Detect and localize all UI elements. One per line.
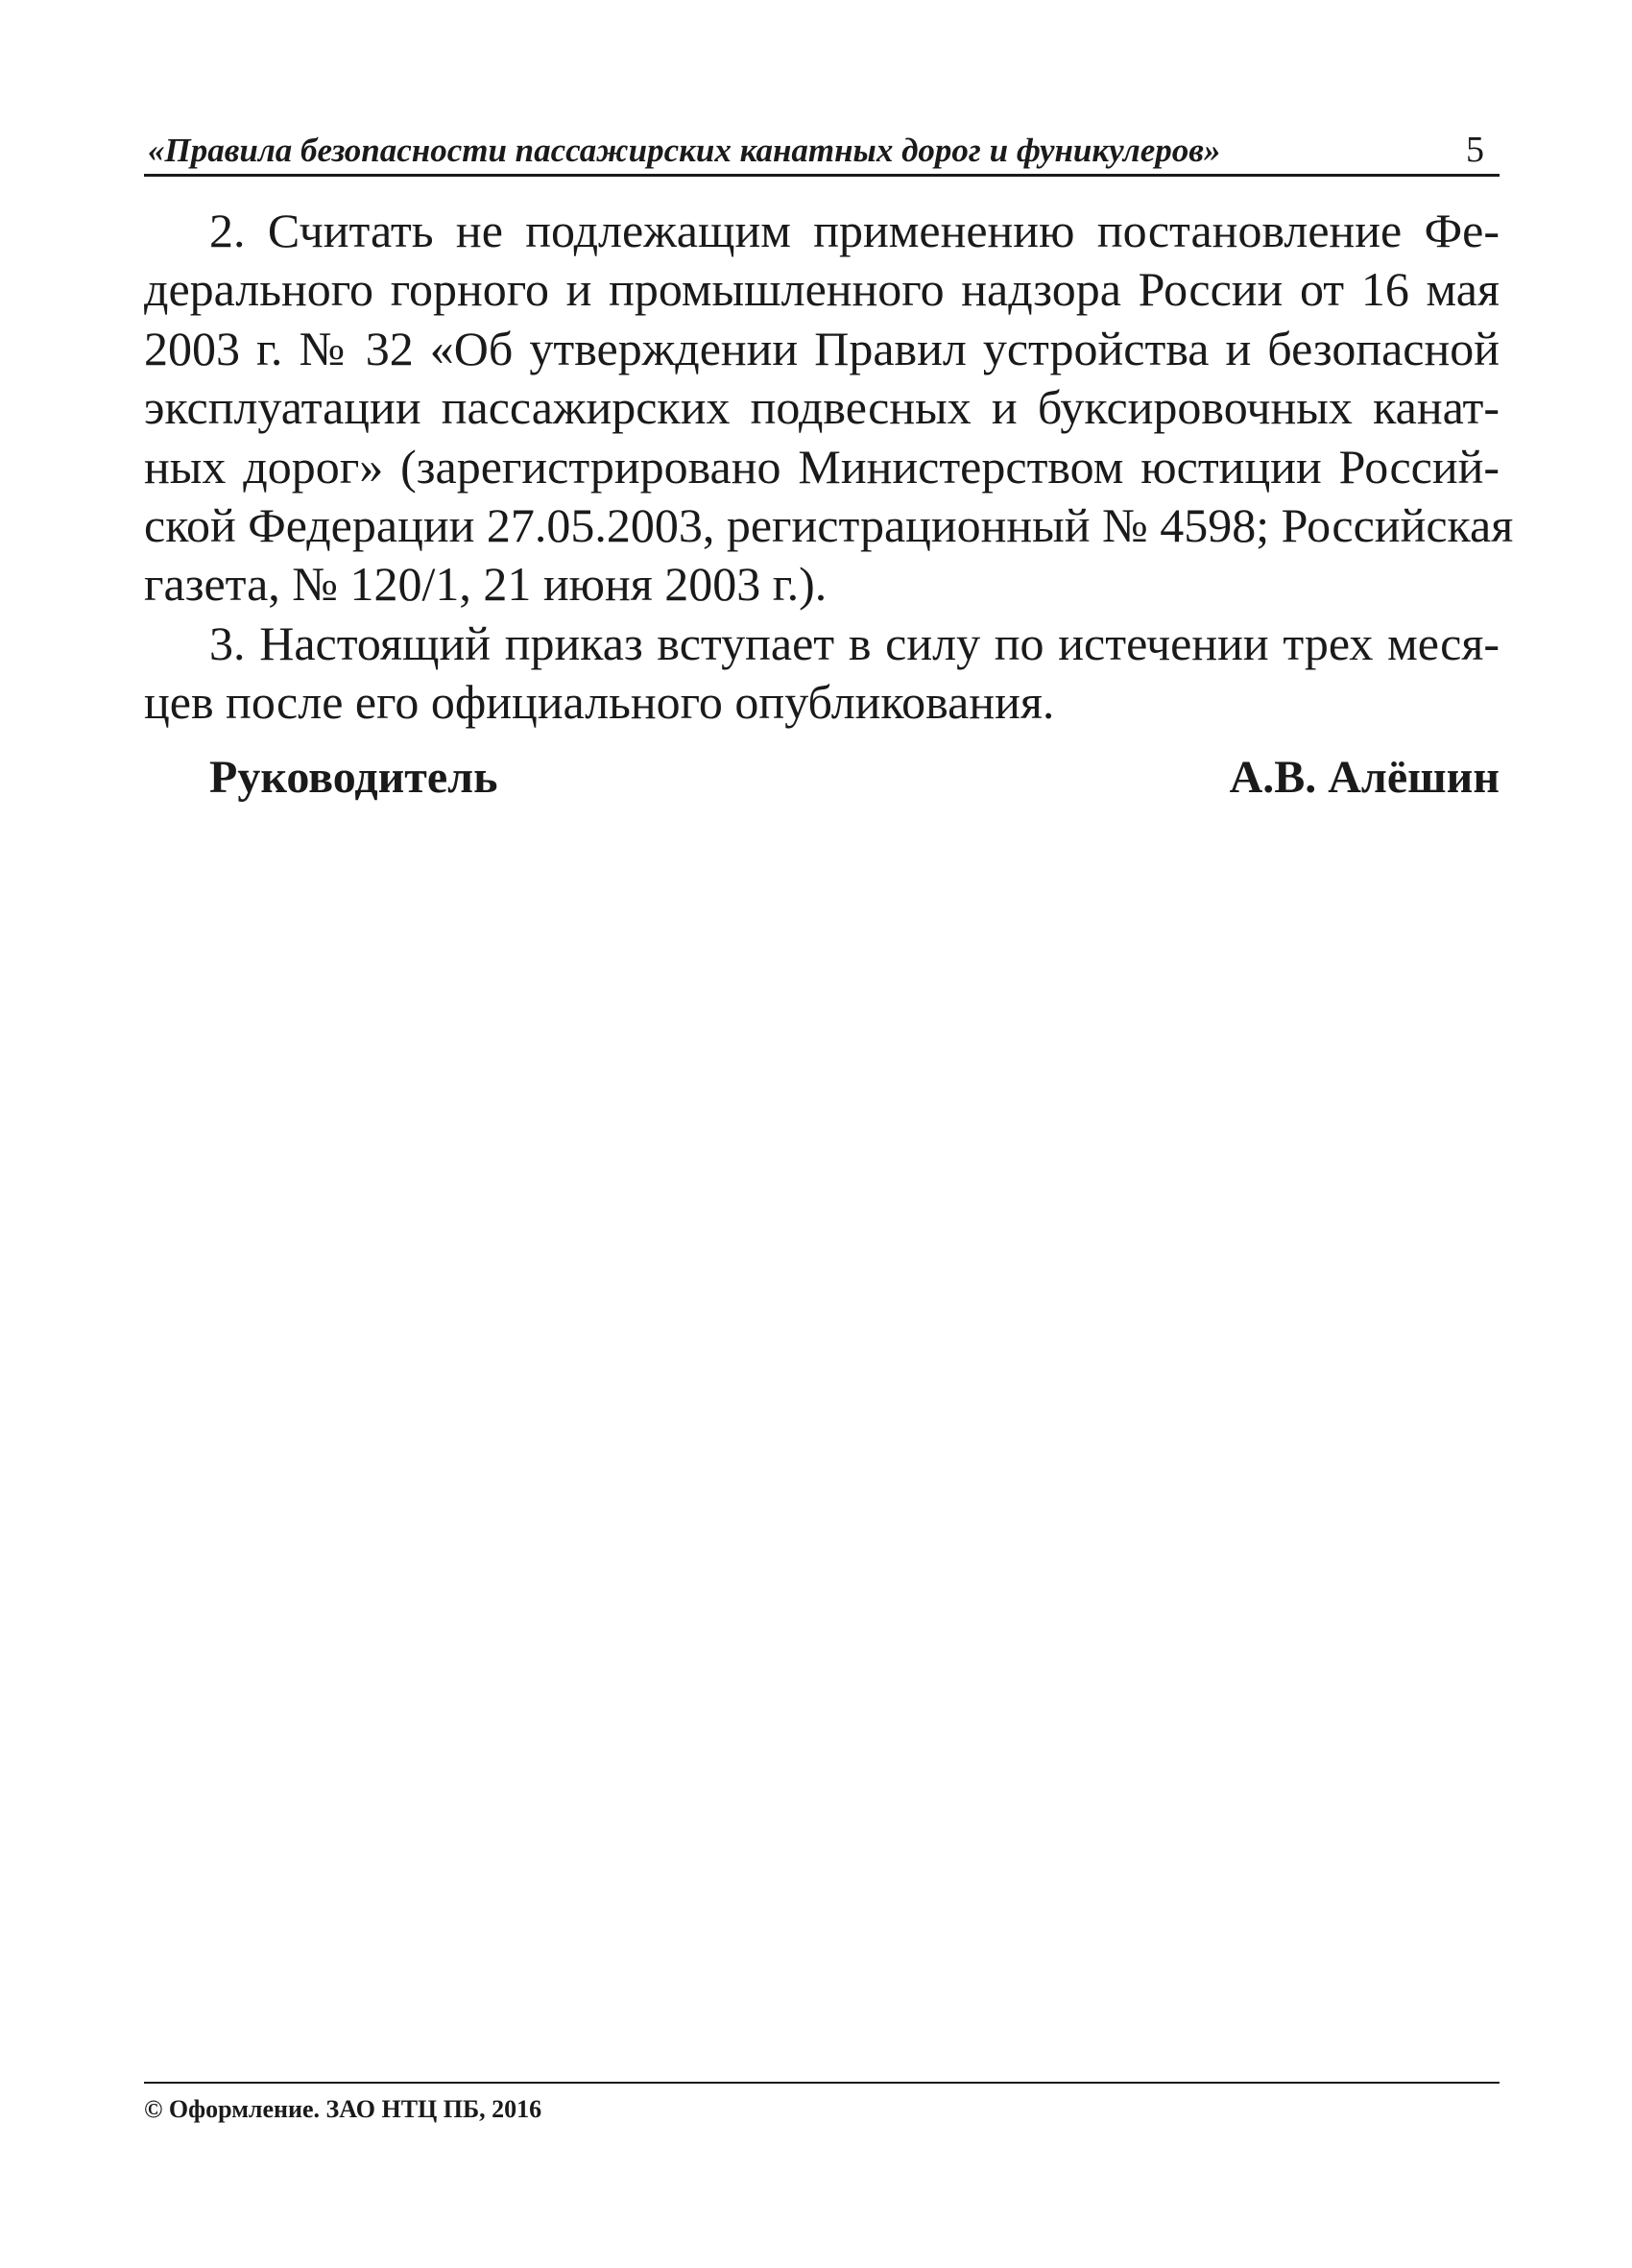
paragraph-line: 2003 г. № 32 «Об утверждении Правил устройства и безопасной	[144, 321, 1500, 375]
footer-divider	[144, 2082, 1500, 2084]
paragraph-line: газета, № 120/1, 21 июня 2003 г.).	[144, 557, 828, 612]
paragraph-line: ных дорог» (зарегистрировано Министерством юстиции Россий-	[144, 439, 1500, 494]
header-title: «Правила безопасности пассажирских канатных дорог и фуникулеров»	[148, 132, 1221, 169]
page-number: 5	[1466, 130, 1484, 170]
paragraph-line: эксплуатации пассажирских подвесных и буксировочных канат-	[144, 380, 1500, 435]
paragraph-2	[144, 202, 1514, 615]
paragraph-line: ской Федерации 27.05.2003, регистрационный № 4598; Российская	[144, 498, 1514, 553]
running-header	[144, 127, 1500, 177]
document-body	[144, 202, 1514, 733]
footer-copyright: © Оформление. ЗАО НТЦ ПБ, 2016	[144, 2095, 542, 2123]
paragraph-line: дерального горного и промышленного надзора России от 16 мая	[144, 262, 1500, 317]
signatory-name: А.В. Алёшин	[1229, 752, 1500, 803]
signatory-role: Руководитель	[209, 752, 498, 803]
paragraph-line: 2. Считать не подлежащим применению постановление Фе-	[209, 204, 1500, 257]
paragraph-line: 3. Настоящий приказ вступает в силу по истечении трех меся-	[209, 615, 1500, 670]
paragraph-3	[144, 615, 1500, 733]
paragraph-line: цев после его официального опубликования.	[144, 675, 1055, 730]
